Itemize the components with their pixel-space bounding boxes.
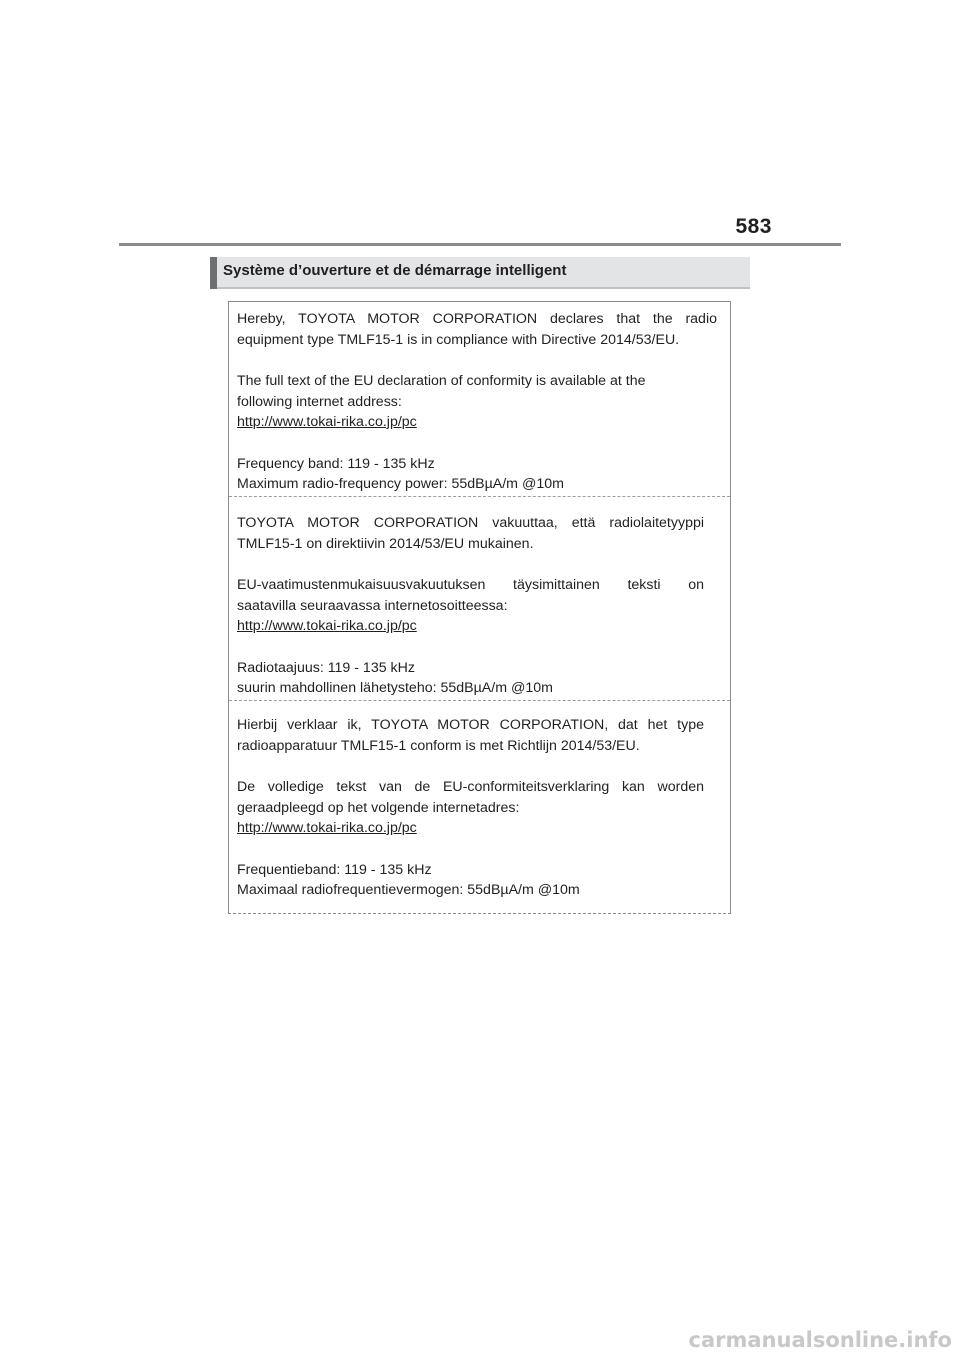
block-divider bbox=[229, 496, 730, 497]
max-power: Maximum radio-frequency power: 55dBµA/m @10m bbox=[237, 476, 564, 492]
declaration-dutch bbox=[237, 715, 717, 901]
declaration-line: geraadpleegd op het volgende internetadres: bbox=[237, 799, 520, 816]
declaration-box bbox=[228, 301, 731, 914]
declaration-line: TMLF15-1 on direktiivin 2014/53/EU mukainen. bbox=[237, 535, 534, 552]
section-accent bbox=[210, 257, 217, 289]
watermark-text: carmanualsonline.info bbox=[688, 1328, 952, 1352]
section-title: Système d’ouverture et de démarrage intelligent bbox=[223, 262, 567, 279]
declaration-line: equipment type TMLF15-1 is in compliance with Directive 2014/53/EU. bbox=[237, 331, 680, 348]
section-header bbox=[210, 257, 750, 289]
declaration-line: Hereby, TOYOTA MOTOR CORPORATION declares that the radio bbox=[237, 311, 717, 327]
declaration-line: following internet address: bbox=[237, 393, 402, 410]
declaration-finnish bbox=[237, 513, 717, 699]
max-power: suurin mahdollinen lähetysteho: 55dBµA/m @10m bbox=[237, 680, 553, 696]
declaration-line: EU-vaatimustenmukaisuusvakuutuksen täysimittainen teksti on bbox=[237, 577, 704, 593]
declaration-line: radioapparatuur TMLF15-1 conform is met Richtlijn 2014/53/EU. bbox=[237, 737, 640, 754]
declaration-line: TOYOTA MOTOR CORPORATION vakuuttaa, että radiolaitetyyppi bbox=[237, 515, 704, 531]
declaration-line: Hierbij verklaar ik, TOYOTA MOTOR CORPORATION, dat het type bbox=[237, 717, 704, 733]
frequency-band: Frequentieband: 119 - 135 kHz bbox=[237, 861, 432, 878]
declaration-english bbox=[237, 309, 717, 495]
declaration-url-link[interactable]: http://www.tokai-rika.co.jp/pc bbox=[237, 820, 417, 836]
max-power: Maximaal radiofrequentievermogen: 55dBµA/m @10m bbox=[237, 882, 580, 898]
declaration-line: saatavilla seuraavassa internetosoitteessa: bbox=[237, 597, 508, 614]
declaration-url-link[interactable]: http://www.tokai-rika.co.jp/pc bbox=[237, 414, 417, 430]
page-number: 583 bbox=[735, 215, 772, 238]
frequency-band: Frequency band: 119 - 135 kHz bbox=[237, 455, 435, 472]
declaration-line: The full text of the EU declaration of conformity is available at the bbox=[237, 373, 646, 389]
block-divider bbox=[229, 700, 730, 701]
declaration-url-link[interactable]: http://www.tokai-rika.co.jp/pc bbox=[237, 618, 417, 634]
header-rule bbox=[119, 243, 841, 246]
frequency-band: Radiotaajuus: 119 - 135 kHz bbox=[237, 659, 415, 676]
declaration-line: De volledige tekst van de EU-conformiteitsverklaring kan worden bbox=[237, 779, 704, 795]
